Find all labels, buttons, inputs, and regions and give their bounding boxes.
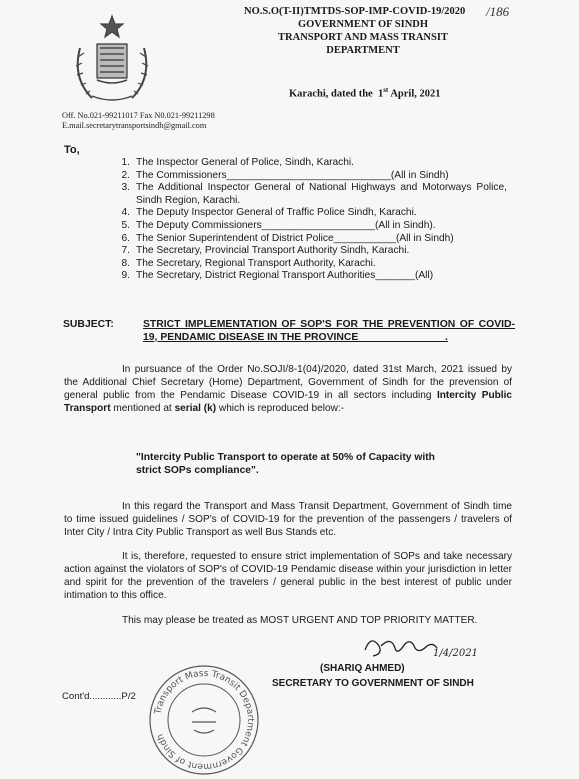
letter-date: Karachi, dated the 1st April, 2021 [289, 86, 441, 100]
quoted-order: "Intercity Public Transport to operate at 50% of Capacity with strict SOPs compliance". [136, 452, 435, 476]
paragraph-2: In this regard the Transport and Mass Transit Department, Government of Sindh time to time issued guidelines / SOP's of COVID-19 for the prevention of the passengers / travelers of Inter City / Intra City Public Transport as well Bus Stands etc. [64, 501, 512, 538]
signatory-name: (SHARIQ AHMED) [320, 663, 405, 674]
to-label: To, [64, 144, 80, 156]
recipient-item: 8. The Secretary, Regional Transport Authority, Karachi. [121, 257, 376, 269]
paragraph-1: In pursuance of the Order No.SOJI/8-1(04)/2020, dated 31st March, 2021 issued by the Additional Chief Secretary (Home) Department, Government of Sindh for the prevension of general public from the Pendamic Disease COVID-19 in all sectors including Intercity Public Transport mentioned at serial (k) which is reproduced below:- [64, 364, 512, 414]
svg-text:Transport Mass Transit Departm: Transport Mass Transit Department Government of Sindh [153, 668, 256, 772]
department-stamp [148, 664, 260, 776]
header-department-line2: DEPARTMENT [326, 45, 400, 56]
header-department-line1: TRANSPORT AND MASS TRANSIT [278, 32, 448, 43]
svg-text:1/4/2021: 1/4/2021 [433, 648, 478, 659]
paragraph-4: This may please be treated as MOST URGENT AND TOP PRIORITY MATTER. [122, 615, 478, 626]
recipient-list [102, 157, 507, 283]
handwritten-reference-number: /186 [486, 4, 510, 19]
recipient-item: 4. The Deputy Inspector General of Traffic Police Sindh, Karachi. [121, 207, 417, 219]
recipient-item: 2. The Commissioners_____________________________(All in Sindh) [121, 169, 449, 181]
continued-marker: Cont'd............P/2 [62, 691, 136, 702]
recipient-item: 3. The Additional Inspector General of National Highways and Motorways Police, Sindh Region, Karachi. [121, 182, 507, 206]
recipient-item: 1. The Inspector General of Police, Sindh, Karachi. [121, 157, 355, 168]
subject-label: SUBJECT: [63, 319, 114, 330]
recipient-item: 5. The Deputy Commissioners____________________(All in Sindh). [121, 219, 436, 231]
reference-number: NO.S.O(T-II)TMTDS-SOP-IMP-COVID-19/2020 [244, 6, 466, 17]
government-of-sindh-emblem [62, 8, 162, 108]
recipient-item: 6. The Senior Superintendent of District Police___________(All in Sindh) [121, 232, 454, 244]
recipient-item: 7. The Secretary, Provincial Transport Authority Sindh, Karachi. [121, 245, 410, 257]
signatory-title: SECRETARY TO GOVERNMENT OF SINDH [272, 678, 474, 689]
subject-text: STRICT IMPLEMENTATION OF SOP'S FOR THE PREVENTION OF COVID-19, PENDAMIC DISEASE IN THE PROVINCE_______________. [143, 319, 515, 343]
header-government: GOVERNMENT OF SINDH [297, 19, 429, 30]
contact-phone-fax: Off. No.021-99211017 Fax N0.021-99211298 [62, 111, 215, 120]
handwritten-signature [355, 628, 485, 668]
paragraph-3: It is, therefore, requested to ensure strict implementation of SOPs and take necessary action against the violators of SOP's of COVID-19 Pendamic disease within your jurisdiction in letter and spirit for the prevention of the travelers / general public in the best interest of public under intimation to this office. [64, 551, 512, 601]
contact-email: E.mail.secretarytransportsindh@gmail.com [62, 121, 207, 130]
recipient-item: 9. The Secretary, District Regional Transport Authorities_______(All) [121, 270, 434, 282]
